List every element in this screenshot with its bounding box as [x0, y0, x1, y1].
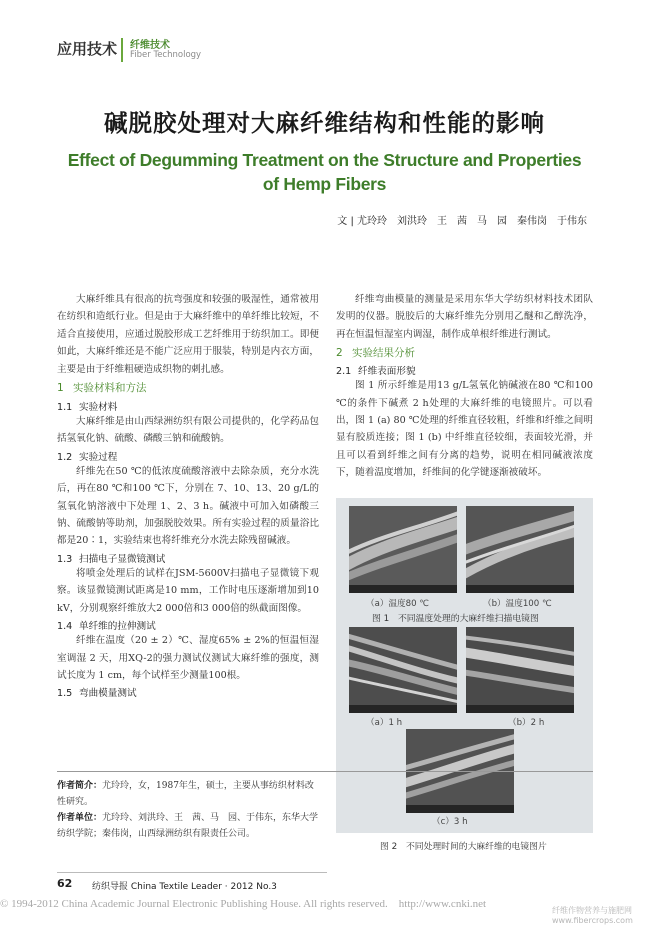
figure-1-caption: 图 1 不同温度处理的大麻纤维扫描电镜图 — [372, 614, 539, 624]
section-1-3-text: 将喷金处理后的试样在JSM-5600V扫描电子显微镜下观察。该显微镜测试距离是10 mm，工作时电压逐渐增加到10 kV，分别观察纤维放大2 000倍和3 000倍的纵截面图像。 — [57, 567, 319, 614]
section-1-2-heading: 1.2 实验过程 — [57, 451, 118, 463]
footnote-divider — [57, 771, 593, 772]
title-en-line1: Effect of Degumming Treatment on the Structure and Properties — [67, 150, 582, 170]
section-1-5-heading: 1.5 弯曲模量测试 — [57, 688, 137, 700]
journal-name: 纺织导报 China Textile Leader · 2012 No.3 — [92, 882, 277, 892]
figure-1 — [336, 498, 593, 625]
left-column — [57, 291, 319, 699]
header-divider — [121, 38, 123, 62]
watermark: 纤维作物营养与施肥网 www.fibercrops.com — [552, 906, 633, 925]
category-cn: 纤维技术 — [130, 40, 170, 51]
section-1-heading: 1 实验材料和方法 — [57, 382, 147, 395]
figure-1b-image — [466, 506, 574, 593]
section-1-5-text: 纤维弯曲模量的测量是采用东华大学纺织材料技术团队发明的仪器。脱胶后的大麻纤维先分别用乙醚和乙醇洗净，再在恒温恒湿室内调湿，制作成单根纤维进行测试。 — [336, 294, 593, 340]
author-intro: 作者简介：尤玲玲，女，1987年生，硕士，主要从事纺织材料改性研究。 — [57, 781, 314, 807]
section-1-3-heading: 1.3 扫描电子显微镜测试 — [57, 553, 166, 565]
section-1-4-text: 纤维在温度（20 ± 2）℃、湿度65% ± 2%的恒温恒湿室调湿 2 天，用XQ-2的强力测试仪测试大麻纤维的强度，测试长度为 1 cm，每个试样至少测量100根。 — [57, 635, 319, 681]
figure-2b-label: （b）2 h — [508, 718, 545, 728]
section-2-1-text: 图 1 所示纤维是用13 g/L氢氧化钠碱液在80 ℃和100 ℃的条件下碱煮 2 h处理的大麻纤维的电镜照片。可以看出，图 1 (a) 80 ℃处理的纤维直径较粗，纤维和纤维之间明显有胶质连接；图 1 (b) 中纤维直径较细，表面较光滑，并且可以看到纤维之间有分离的趋势，说明在相同碱液浓度下，随着温度增加，纤维间的化学键逐渐被破坏。 — [336, 380, 593, 479]
figure-1a-image — [349, 506, 457, 593]
figure-2a-image — [349, 627, 457, 713]
section-1-2-text: 纤维先在50 ℃的低浓度硫酸溶液中去除杂质，充分水洗后，再在80 ℃和100 ℃下，分别在 7、10、13、20 g/L的氢氧化钠溶液中下处理 1、2、3 h。碱液中可加入如磷酸三钠、硫酸钠等助剂，加强脱胶效果。所有实验过程的质量浴比都是20∶1，实验结束也将纤维充分水洗去除残留碱液。 — [57, 465, 319, 547]
copyright-notice: © 1994-2012 China Academic Journal Electronic Publishing House. All rights reserved. http://www.cnki.net — [0, 898, 487, 910]
sem-image-b — [466, 506, 574, 593]
section-2-1-heading: 2.1 纤维表面形貌 — [336, 366, 416, 378]
figure-2 — [336, 625, 593, 833]
footer-divider — [57, 872, 327, 873]
authors: 文 | 尤玲玲 刘洪玲 王 茜 马 园 秦伟岗 于伟东 — [337, 216, 587, 227]
page-number: 62 — [57, 877, 73, 890]
sem-image-a — [349, 506, 457, 593]
figure-1a-label: （a）温度80 ℃ — [366, 599, 429, 609]
section-1-1-text: 大麻纤维是由山西绿洲纺织有限公司提供的，化学药品包括氢氧化钠、硫酸、磷酸三钠和硫酸钠。 — [57, 416, 319, 445]
section-2-heading: 2 实验结果分析 — [336, 347, 415, 360]
section-1-1-heading: 1.1 实验材料 — [57, 402, 118, 414]
title-en-line2: of Hemp Fibers — [262, 174, 387, 194]
section-1-4-heading: 1.4 单纤维的拉伸测试 — [57, 621, 156, 633]
title-cn: 碱脱胶处理对大麻纤维结构和性能的影响 — [104, 109, 545, 137]
sem-image-d — [466, 627, 574, 713]
figure-1b-label: （b）温度100 ℃ — [483, 599, 552, 609]
figure-2b-image — [466, 627, 574, 713]
intro-paragraph: 大麻纤维具有很高的抗弯强度和较强的吸湿性，通常被用在纺织和造纸行业。但是由于大麻纤维中的单纤维比较短，不适合直接使用，应通过脱胶形成工艺纤维用于纺织加工。即便如此，大麻纤维还是不能广泛应用于服装，特别是内衣方面，主要是由于纤维粗硬造成织物的刺扎感。 — [57, 294, 319, 375]
figure-2-caption: 图 2 不同处理时间的大麻纤维的电镜图片 — [380, 842, 547, 852]
right-column — [336, 291, 593, 482]
category-en: Fiber Technology — [130, 50, 202, 60]
figure-2a-label: （a）1 h — [366, 718, 403, 728]
section-label: 应用技术 — [57, 40, 118, 58]
author-affiliation: 作者单位：尤玲玲、刘洪玲、王 茜、马 园、于伟东，东华大学纺织学院；秦伟岗，山西绿洲纺织有限责任公司。 — [57, 813, 319, 839]
sem-image-c — [349, 627, 457, 713]
figure-2c-label: （c）3 h — [432, 817, 468, 827]
